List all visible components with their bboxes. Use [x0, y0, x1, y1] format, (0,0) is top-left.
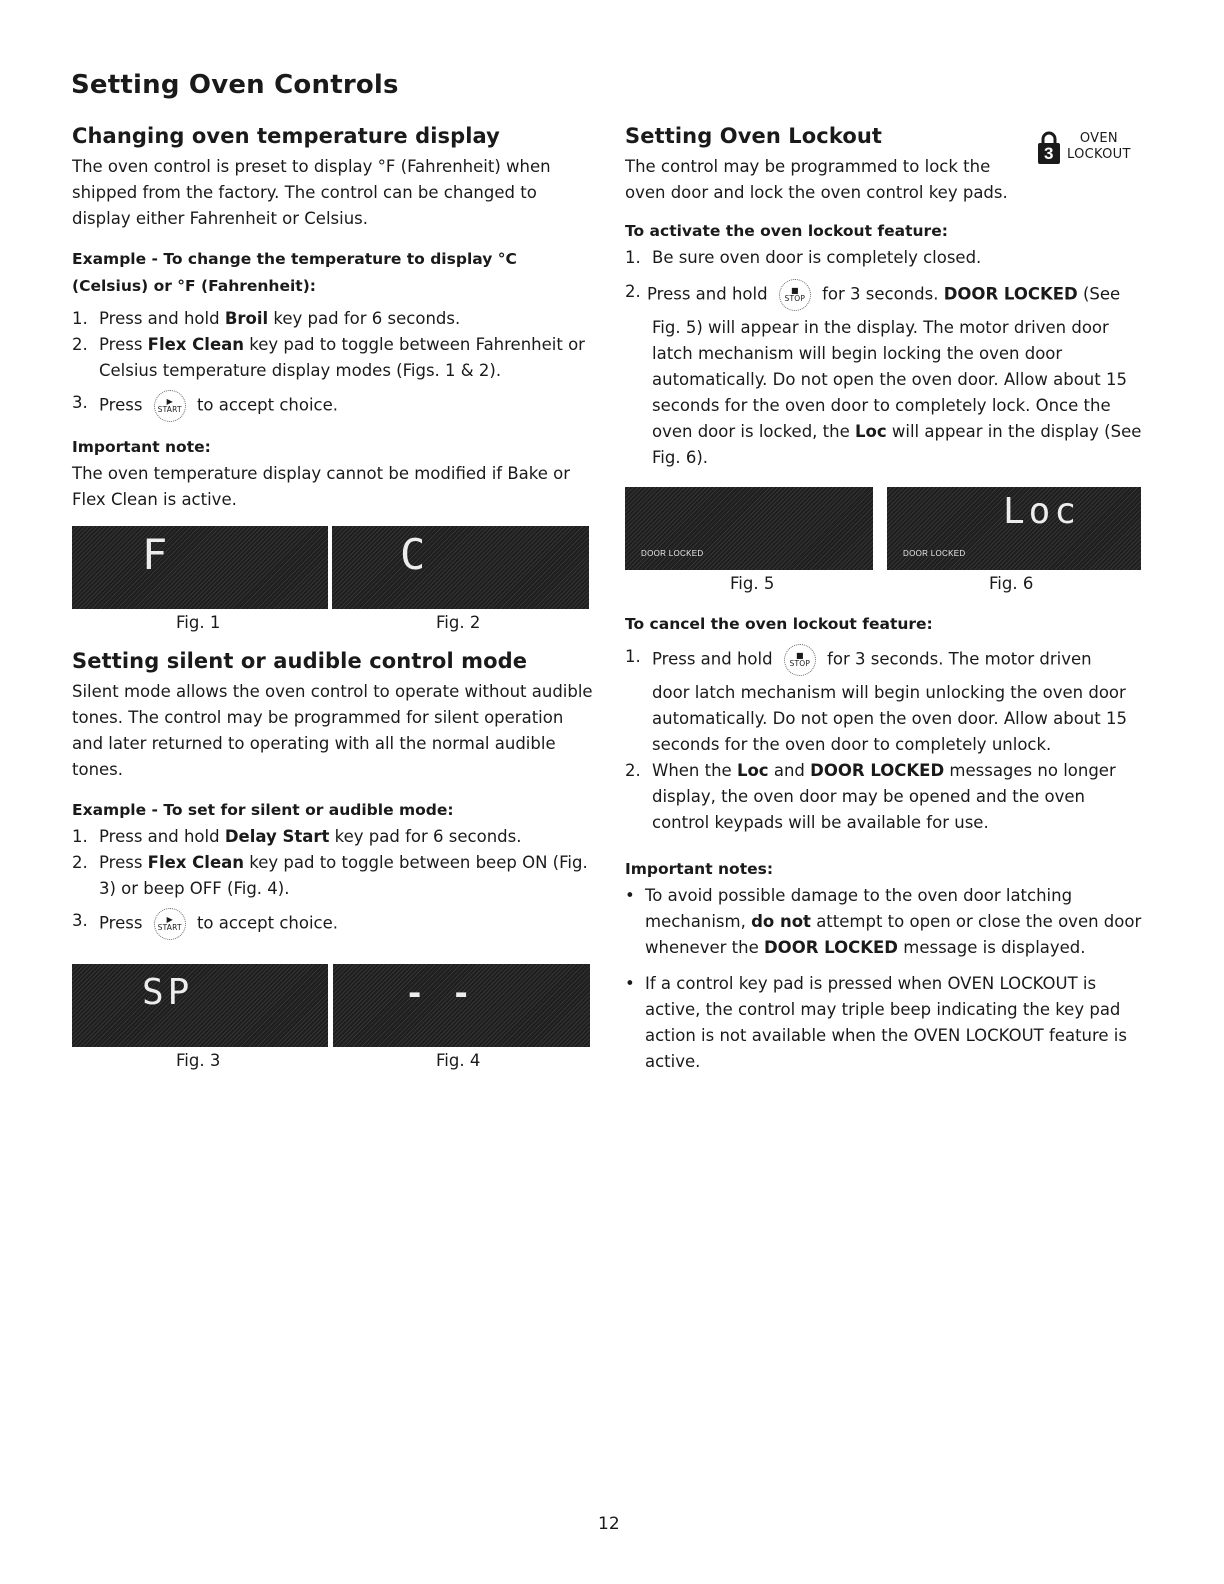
fig3-display-text: SP: [142, 972, 194, 1013]
fig3-display: [72, 964, 328, 1047]
list-item: 1. Press and hold Delay Start key pad for 6 seconds.: [72, 827, 522, 846]
lockout-badge-text: OVEN LOCKOUT: [1067, 131, 1131, 162]
fig4-display: [333, 964, 590, 1047]
fig4-caption: Fig. 4: [436, 1051, 481, 1070]
silent-steps: [72, 824, 594, 940]
captions-3-4: [72, 1047, 594, 1075]
list-item: 1. Press and hold ■ STOP for 3 seconds. The motor driven: [625, 644, 1145, 676]
fig3-caption: Fig. 3: [176, 1051, 221, 1070]
fig6-display-text: Loc: [1003, 491, 1081, 532]
page-title: Setting Oven Controls: [71, 70, 399, 100]
fig5-door-locked-tag: DOOR LOCKED: [641, 549, 704, 558]
list-item: 2. Press Flex Clean key pad to toggle between Fahrenheit or Celsius temperature display modes (Figs. 1 & 2).: [72, 335, 585, 380]
silent-example-title: Example - To set for silent or audible mode:: [72, 801, 454, 819]
lockout-digit: 3: [1044, 144, 1054, 163]
fig1-display: [72, 526, 328, 609]
list-item: • If a control key pad is pressed when OVEN LOCKOUT is active, the control may triple beep indicating the key pad action is not available when the OVEN LOCKOUT feature is active.: [625, 974, 1127, 1071]
silent-mode-intro: Silent mode allows the oven control to operate without audible tones. The control may be programmed for silent operation and later returned to operating with all the normal audible tones.: [72, 682, 593, 779]
list-item: 2. Press Flex Clean key pad to toggle between beep ON (Fig. 3) or beep OFF (Fig. 4).: [72, 853, 588, 898]
figures-3-4: [72, 964, 594, 1047]
left-column: [72, 124, 594, 1075]
fig1-display-text: F: [142, 530, 172, 579]
activate-steps: [625, 245, 1145, 311]
cancel-step1-continuation: door latch mechanism will begin unlocking the oven door automatically. Do not open the oven door. Allow about 15 seconds for the oven door to completely unlock.: [652, 683, 1127, 754]
activate-step2-continuation: Fig. 5) will appear in the display. The motor driven door latch mechanism will begin locking the oven door automatically. Do not open the oven door. Allow about 15 seconds for the oven door to completely lock. Once the oven door is locked, the Loc will appear in the display (See Fig. 6).: [652, 318, 1142, 467]
list-item: 3. Press ▶ START to accept choice.: [72, 390, 594, 422]
temp-note-title: Important note:: [72, 438, 211, 456]
list-item: 1. Press and hold Broil key pad for 6 seconds.: [72, 309, 461, 328]
notes-title: Important notes:: [625, 860, 774, 878]
fig1-caption: Fig. 1: [176, 613, 221, 632]
captions-1-2: [72, 609, 594, 637]
figures-1-2: [72, 526, 594, 609]
lockout-heading: Setting Oven Lockout: [625, 124, 883, 148]
fig6-door-locked-tag: DOOR LOCKED: [903, 549, 966, 558]
temp-example-title: Example - To change the temperature to display °C (Celsius) or °F (Fahrenheit):: [72, 250, 517, 295]
start-key-icon: ▶ START: [154, 908, 186, 940]
temp-steps: [72, 306, 594, 422]
activate-title: To activate the oven lockout feature:: [625, 222, 948, 240]
fig6-caption: Fig. 6: [989, 574, 1034, 593]
temp-display-intro: The oven control is preset to display °F (Fahrenheit) when shipped from the factory. The control can be changed to display either Fahrenheit or Celsius.: [72, 157, 551, 228]
cancel-steps: [625, 644, 1145, 676]
fig2-display: [332, 526, 589, 609]
list-item: 2. When the Loc and DOOR LOCKED messages no longer display, the oven door may be opened and the oven control keypads will be available for use.: [625, 761, 1116, 832]
stop-key-icon: ■ STOP: [784, 644, 816, 676]
fig5-display: [625, 487, 873, 570]
figures-5-6: [625, 487, 1145, 570]
silent-mode-heading: Setting silent or audible control mode: [72, 649, 528, 673]
captions-5-6: [625, 570, 1145, 598]
page-number: 12: [598, 1514, 620, 1534]
fig5-caption: Fig. 5: [730, 574, 775, 593]
cancel-steps-2: [625, 758, 1145, 836]
temp-note-text: The oven temperature display cannot be modified if Bake or Flex Clean is active.: [72, 464, 571, 509]
fig4-display-text: - -: [405, 974, 475, 1012]
fig2-caption: Fig. 2: [436, 613, 481, 632]
stop-key-icon: ■ STOP: [779, 279, 811, 311]
list-item: • To avoid possible damage to the oven door latching mechanism, do not attempt to open or close the oven door whenever the DOOR LOCKED message is displayed.: [625, 886, 1142, 957]
lockout-intro: The control may be programmed to lock the oven door and lock the oven control key pads.: [625, 157, 1008, 202]
notes-list: [625, 883, 1145, 1075]
list-item: 2. Press and hold ■ STOP for 3 seconds. DOOR LOCKED (See: [625, 279, 1145, 311]
right-column: [625, 124, 1145, 1075]
fig6-display: [887, 487, 1141, 570]
cancel-title: To cancel the oven lockout feature:: [625, 615, 933, 633]
temp-display-heading: Changing oven temperature display: [72, 124, 500, 148]
start-key-icon: ▶ START: [154, 390, 186, 422]
fig2-display-text: C: [400, 530, 430, 579]
list-item: 3. Press ▶ START to accept choice.: [72, 908, 594, 940]
list-item: 1. Be sure oven door is completely closed.: [625, 248, 982, 267]
